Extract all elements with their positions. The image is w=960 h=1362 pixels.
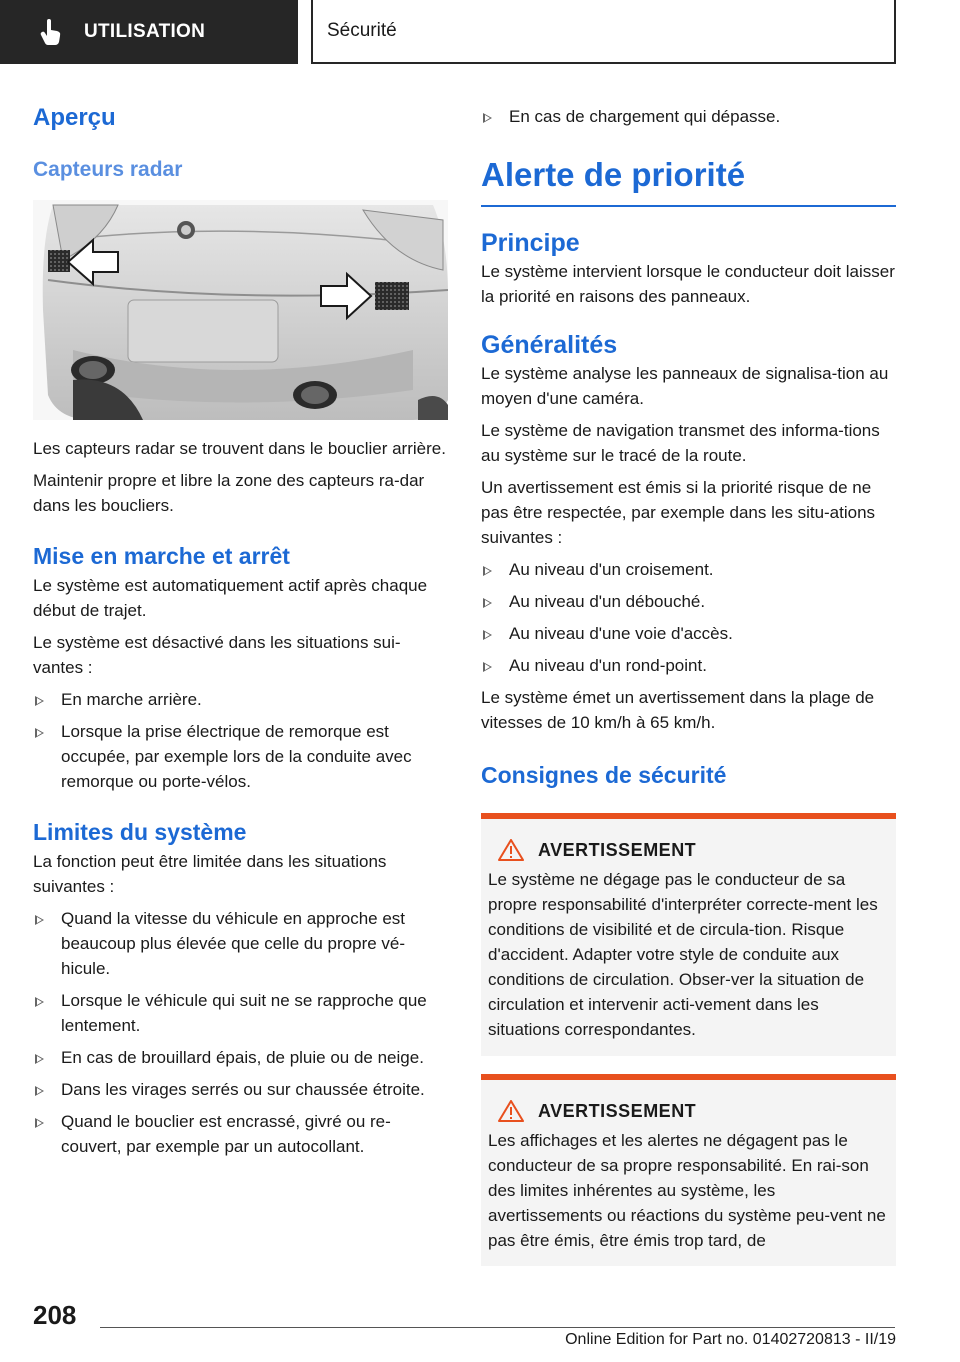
warning-box-1 (481, 813, 896, 1056)
list-item: En cas de chargement qui dépasse. (481, 104, 896, 129)
warning-text: Les affichages et les alertes ne dégagent pas le conducteur de sa propre responsabilité. En rai-son des limites inhérentes au système, les avertissements ou réactions du système peu-vent ne pas être émis, être émis trop tard, de (488, 1131, 886, 1250)
marche-text-1: Le système est automatiquement actif après chaque début de trajet. (33, 576, 428, 620)
limites-text: La fonction peut être limitée dans les situations suivantes : (33, 852, 387, 896)
hand-pointer-icon (38, 18, 64, 46)
warning-box-2 (481, 1074, 896, 1266)
heading-consignes: Consignes de sécurité (481, 762, 727, 788)
footer-divider (100, 1327, 895, 1328)
continued-list (481, 104, 896, 129)
heading-principe: Principe (481, 229, 580, 257)
page-number: 208 (33, 1300, 77, 1330)
heading-apercu: Aperçu (33, 104, 116, 131)
heading-limites: Limites du système (33, 819, 247, 845)
generalites-text-3: Un avertissement est émis si la priorité risque de ne pas être respectée, par exemple dans les situ-ations suivantes : (481, 478, 876, 547)
principe-text: Le système intervient lorsque le conducteur doit laisser la priorité en raisons des panneaux. (481, 262, 895, 306)
marche-list (33, 687, 448, 794)
warning-title: AVERTISSEMENT (488, 839, 888, 861)
warning-title: AVERTISSEMENT (488, 1100, 888, 1122)
left-column (33, 100, 448, 1159)
generalites-list (481, 557, 896, 678)
chapter-label: Sécurité (327, 20, 397, 41)
generalites-text-4: Le système émet un avertissement dans la plage de vitesses de 10 km/h à 65 km/h. (481, 688, 875, 732)
capteurs-text-2: Maintenir propre et libre la zone des capteurs ra-dar dans les boucliers. (33, 471, 425, 515)
capteurs-text-1: Les capteurs radar se trouvent dans le bouclier arrière. (33, 439, 446, 458)
generalites-text-2: Le système de navigation transmet des informa-tions au système sur le tracé de la route. (481, 421, 880, 465)
heading-mise-en-marche: Mise en marche et arrêt (33, 543, 290, 569)
warning-triangle-icon (498, 839, 524, 861)
list-item: En marche arrière. (33, 687, 448, 712)
list-item: Quand la vitesse du véhicule en approche est beaucoup plus élevée que celle du propre vé-hicule. (33, 906, 448, 981)
heading-capteurs-radar: Capteurs radar (33, 158, 183, 181)
radar-sensor-illustration (33, 200, 448, 420)
generalites-text-1: Le système analyse les panneaux de signalisa-tion au moyen d'une caméra. (481, 364, 889, 408)
list-item: Lorsque le véhicule qui suit ne se rapproche que lentement. (33, 988, 448, 1038)
rear-bumper-image (33, 200, 448, 420)
right-column (481, 100, 896, 1266)
chapter-tab (311, 0, 896, 64)
footer-edition: Online Edition for Part no. 01402720813 - II/19 (565, 1331, 896, 1348)
warning-triangle-icon (498, 1100, 524, 1122)
list-item: Dans les virages serrés ou sur chaussée étroite. (33, 1077, 448, 1102)
list-item: Au niveau d'un croisement. (481, 557, 896, 582)
page-header (0, 0, 960, 66)
marche-text-2: Le système est désactivé dans les situations sui-vantes : (33, 633, 401, 677)
list-item: Lorsque la prise électrique de remorque est occupée, par exemple lors de la conduite avec remorque ou porte-vélos. (33, 719, 448, 794)
list-item: Au niveau d'un débouché. (481, 589, 896, 614)
list-item: Au niveau d'un rond-point. (481, 653, 896, 678)
section-label: UTILISATION (84, 21, 206, 42)
list-item: En cas de brouillard épais, de pluie ou de neige. (33, 1045, 448, 1070)
list-item: Quand le bouclier est encrassé, givré ou re-couvert, par exemple par un autocollant. (33, 1109, 448, 1159)
list-item: Au niveau d'une voie d'accès. (481, 621, 896, 646)
section-tab (0, 0, 298, 64)
warning-text: Le système ne dégage pas le conducteur de sa propre responsabilité d'interpréter correcte-ment les conditions de visibilité et de circula-tion. Risque d'accident. Adapter votre style de conduite aux conditions de circulation. Obser-ver la situation de circulation et intervenir acti-vement dans les situations correspondantes. (488, 870, 878, 1039)
limites-list (33, 906, 448, 1159)
heading-alerte-priorite: Alerte de priorité (481, 155, 896, 207)
heading-generalites: Généralités (481, 331, 618, 359)
